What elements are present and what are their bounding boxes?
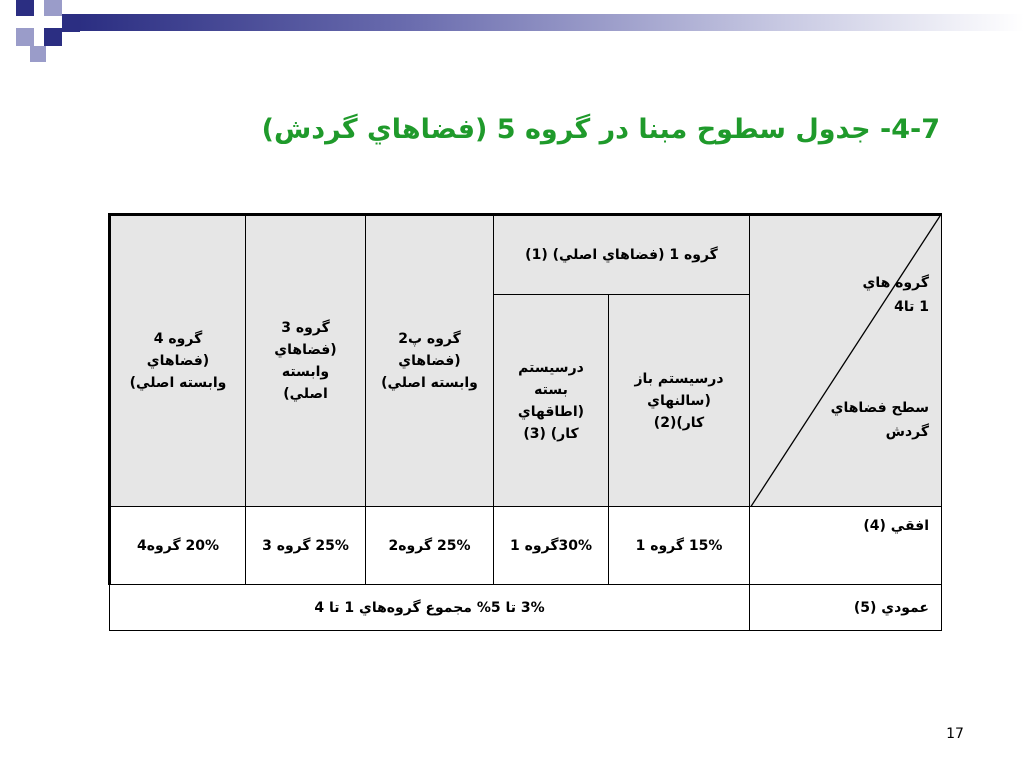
group1-open-line-1: درسيستم باز [634, 370, 724, 387]
table-row-horizontal [110, 507, 942, 585]
row-vertical-label: عمودي (5) [750, 585, 942, 631]
group1-closed-line-2: بسته [534, 381, 568, 398]
deco-square-navy-3 [44, 28, 62, 46]
group3-header [246, 215, 366, 507]
group1-closed-line-1: درسيستم [518, 359, 584, 376]
diag-bottom-line-2: گردش [885, 424, 929, 440]
deco-square-lavender-2 [16, 28, 34, 46]
cell-h-g1-closed: 30%گروه 1 [494, 507, 609, 585]
group3-line-1: گروه 3 [281, 320, 330, 336]
group2-header [366, 215, 494, 507]
group1-open-line-3: كار)(2) [653, 414, 705, 431]
group1-closed-system-header [494, 295, 609, 507]
group2-line-2: (فضاهاي [398, 353, 461, 369]
group4-line-3: وابسته اصلي) [129, 375, 227, 391]
diagonal-line [750, 216, 942, 507]
group1-closed-line-3: (اطاقهاي [517, 403, 585, 420]
diag-top-line-2: 1 تا4 [894, 299, 929, 315]
group3-line-4: اصلي) [283, 386, 328, 402]
group4-line-1: گروه 4 [153, 331, 203, 347]
cell-h-g1-open: 15% گروه 1 [609, 507, 750, 585]
row-horizontal-label: افقي (4) [750, 507, 942, 585]
cell-h-g2: 25% گروه2 [366, 507, 494, 585]
group1-closed-line-4: كار) (3) [523, 425, 579, 442]
group4-line-2: (فضاهاي [146, 353, 210, 369]
diag-top-line-1: گروه هاي [862, 275, 929, 291]
group1-open-line-2: (سالنهاي [647, 392, 711, 409]
diagonal-header-cell [750, 215, 942, 507]
diag-header-groups [863, 271, 930, 319]
slide-title: 4-7- جدول سطوح مبنا در گروه 5 (فضاهاي گردش) [261, 114, 940, 145]
header-decoration [0, 0, 1024, 70]
cell-vertical-value: 3% تا 5% مجموع گروه‌هاي 1 تا 4 [110, 585, 750, 631]
diag-bottom-line-1: سطح فضاهاي [830, 400, 929, 416]
group3-line-3: وابسته [281, 364, 330, 380]
group4-header [110, 215, 246, 507]
deco-gradient-bar [78, 14, 1024, 31]
page-number: 17 [946, 726, 964, 742]
diag-header-circulation [831, 396, 929, 444]
group1-open-system-header [609, 295, 750, 507]
deco-square-navy-1 [16, 0, 34, 16]
cell-h-g4: 20% گروه4 [110, 507, 246, 585]
deco-square-lavender-1 [44, 0, 62, 16]
table-row-vertical [110, 585, 942, 631]
group2-line-3: وابسته اصلي) [381, 375, 478, 391]
surface-standards-table [108, 213, 942, 631]
cell-h-g3: 25% گروه 3 [246, 507, 366, 585]
group3-line-2: (فضاهاي [274, 342, 337, 358]
deco-square-lavender-3 [30, 46, 46, 62]
group2-line-1: گروه پ2 [398, 331, 461, 347]
group1-header: گروه 1 (فضاهاي اصلي) (1) [494, 215, 750, 295]
